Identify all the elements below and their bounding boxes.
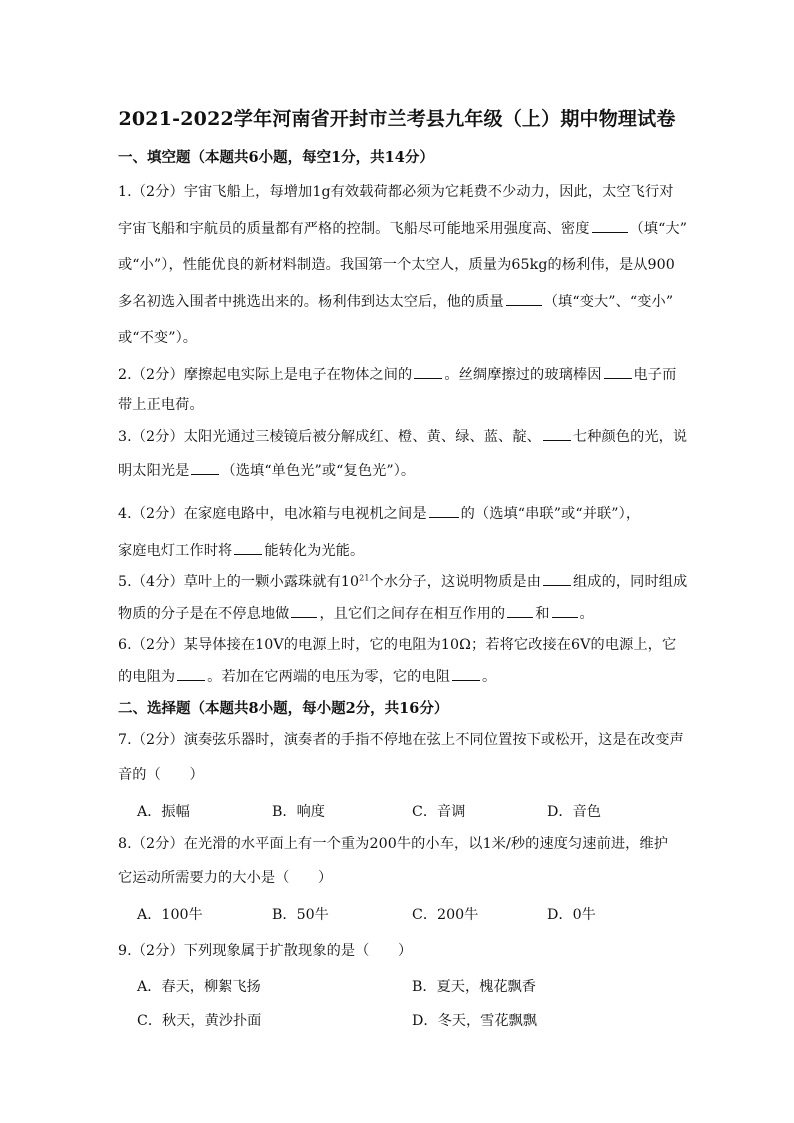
answer-blank <box>506 304 542 306</box>
q8-option-b: B．50牛 <box>272 907 329 923</box>
answer-blank <box>291 616 317 618</box>
q6-line-2: 的电阻为 。若加在它两端的电压为零，它的电阻 。 <box>118 669 497 685</box>
answer-blank <box>543 439 571 441</box>
answer-blank <box>452 679 480 681</box>
answer-blank <box>592 231 628 233</box>
q7-option-a: A．振幅 <box>137 804 190 820</box>
q2-line-1: 2.（2分）摩擦起电实际上是电子在物体之间的 。丝绸摩擦过的玻璃棒因 电子而 <box>118 367 677 383</box>
page-title: 2021-2022学年河南省开封市兰考县九年级（上）期中物理试卷 <box>118 108 676 130</box>
answer-blank <box>543 584 571 586</box>
answer-blank <box>234 553 262 555</box>
q8-option-c: C．200牛 <box>412 907 479 923</box>
q7-line-1: 7.（2分）演奏弦乐器时，演奏者的手指不停地在弦上不同位置按下或松开，这是在改变声 <box>118 732 684 748</box>
q8-option-d: D．0牛 <box>547 907 596 923</box>
q2-line-2: 带上正电荷。 <box>118 397 204 413</box>
q9-option-a: A．春天，柳絮飞扬 <box>137 979 261 995</box>
q7-option-b: B．响度 <box>272 804 325 820</box>
q5-line-1: 5.（4分）草叶上的一颗小露珠就有$10^{21}$个水分子，这说明物质是由 组成的，同时组成 <box>118 573 688 590</box>
q7-line-2: 音的（ ） <box>118 767 204 783</box>
exponent: 21 <box>359 573 370 583</box>
q3-line-1: 3.（2分）太阳光通过三棱镜后被分解成红、橙、黄、绿、蓝、靛、 七种颜色的光，说 <box>118 429 688 445</box>
answer-blank <box>604 377 632 379</box>
q4-line-1: 4.（2分）在家庭电路中，电冰箱与电视机之间是 的（选填“串联”或“并联”）， <box>118 506 641 522</box>
q4-line-2: 家庭电灯工作时将 能转化为光能。 <box>118 543 365 559</box>
answer-blank <box>191 473 219 475</box>
q1-line-4: 多名初选入围者中挑选出来的。杨利伟到达太空后，他的质量 （填“变大”、“变小” <box>118 294 674 310</box>
section-fill-in: 一、填空题（本题共6小题，每空1分，共14分） <box>118 149 434 166</box>
q5-line-2: 物质的分子是在不停息地做 ，且它们之间存在相互作用的 和 。 <box>118 606 594 622</box>
q7-option-d: D．音色 <box>547 804 601 820</box>
answer-blank <box>177 679 205 681</box>
answer-blank <box>429 516 459 518</box>
answer-blank <box>507 616 533 618</box>
q3-line-2: 明太阳光是 （选填“单色光”或“复色光”）。 <box>118 463 416 479</box>
q9-option-c: C．秋天，黄沙扑面 <box>137 1013 262 1029</box>
q9-line-1: 9.（2分）下列现象属于扩散现象的是（ ） <box>118 943 413 959</box>
q9-option-b: B．夏天，槐花飘香 <box>412 979 536 995</box>
q6-line-1: 6.（2分）某导体接在10V的电源上时，它的电阻为10Ω；若将它改接在6V的电源上，它 <box>118 637 677 653</box>
q9-option-d: D．冬天，雪花飘飘 <box>412 1013 537 1029</box>
answer-blank <box>414 377 442 379</box>
q1-line-2: 宇宙飞船和宇航员的质量都有严格的控制。飞船尽可能地采用强度高、密度 （填“大” <box>118 221 688 237</box>
q8-line-1: 8.（2分）在光滑的水平面上有一个重为200牛的小车，以1米/秒的速度匀速前进，维护 <box>118 836 669 852</box>
answer-blank <box>552 616 578 618</box>
q1-line-1: 1.（2分）宇宙飞船上，每增加1g有效载荷都必须为它耗费不少动力，因此，太空飞行对 <box>118 184 674 200</box>
q8-line-2: 它运动所需要力的大小是（ ） <box>118 870 333 886</box>
q8-option-a: A．100牛 <box>137 907 203 923</box>
section-multiple-choice: 二、选择题（本题共8小题，每小题2分，共16分） <box>118 700 449 717</box>
q7-option-c: C．音调 <box>412 804 466 820</box>
q1-line-5: 或“不变”）。 <box>118 330 198 346</box>
q1-line-3: 或“小”），性能优良的新材料制造。我国第一个太空人，质量为65kg的杨利伟，是从900 <box>118 257 675 273</box>
